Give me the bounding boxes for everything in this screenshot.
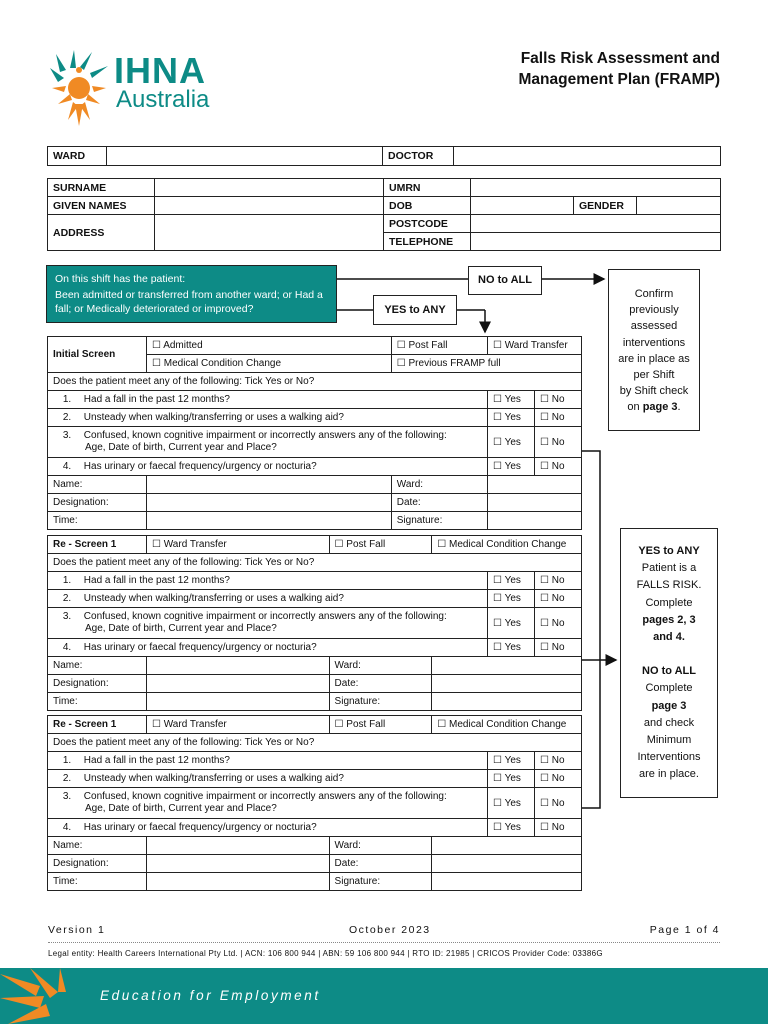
outcome-no-title: NO to ALL (642, 665, 696, 678)
doctor-field[interactable] (454, 147, 721, 166)
designation-field[interactable] (147, 494, 392, 512)
rescreen-table-b (47, 715, 582, 891)
date-field[interactable] (432, 855, 582, 873)
designation-label: Designation: (48, 494, 147, 512)
item-1: 1. Had a fall in the past 12 months? (48, 391, 488, 409)
item-4: 4. Has urinary or faecal frequency/urgency or nocturia? (48, 458, 488, 476)
name-field[interactable] (147, 837, 330, 855)
yes-checkbox[interactable]: ☐ Yes (488, 639, 535, 657)
item-2: 2. Unsteady when walking/transferring or uses a walking aid? (48, 770, 488, 788)
rescreen-label: Re - Screen 1 (48, 536, 147, 554)
signature-field[interactable] (432, 873, 582, 891)
ward-doctor-table (47, 146, 721, 166)
yes-checkbox[interactable]: ☐ Yes (488, 608, 535, 639)
no-checkbox[interactable]: ☐ No (535, 427, 582, 458)
confirm-line: are in place as (618, 352, 690, 365)
yes-checkbox[interactable]: ☐ Yes (488, 458, 535, 476)
surname-label: SURNAME (48, 179, 155, 197)
outcome-line: Complete (645, 596, 693, 609)
ward-label: Ward: (329, 657, 432, 675)
time-field[interactable] (147, 873, 330, 891)
item-3: 3. Confused, known cognitive impairment or incorrectly answers any of the following: Age, Date of birth, Current year and Place? (48, 427, 488, 458)
yes-checkbox[interactable]: ☐ Yes (488, 752, 535, 770)
date-label: Date: (391, 494, 487, 512)
title-line1: Falls Risk Assessment and (520, 50, 720, 67)
name-field[interactable] (147, 657, 330, 675)
rs-med-change-checkbox[interactable]: ☐ Medical Condition Change (432, 716, 582, 734)
gender-field[interactable] (637, 197, 721, 215)
outcome-pages: pages 2, 3 (642, 613, 696, 626)
outcome-line: and check (643, 716, 695, 729)
legal-text: Legal entity: Health Careers International Pty Ltd. | ACN: 106 800 944 | ABN: 59 106 800 944 | RTO ID: 21985 | CRICOS Provider Code: 03386G (48, 949, 603, 958)
date-label: Date: (329, 855, 432, 873)
confirm-page: page 3 (642, 401, 678, 414)
version-text: Version 1 (48, 924, 106, 936)
doctor-label: DOCTOR (383, 147, 454, 166)
item-1: 1. Had a fall in the past 12 months? (48, 572, 488, 590)
tagline: Education for Employment (100, 988, 321, 1003)
yes-checkbox[interactable]: ☐ Yes (488, 427, 535, 458)
name-label: Name: (48, 837, 147, 855)
umrn-label: UMRN (384, 179, 471, 197)
ward-field[interactable] (107, 147, 383, 166)
rescreen-table-a (47, 535, 582, 711)
yes-checkbox[interactable]: ☐ Yes (488, 590, 535, 608)
name-label: Name: (48, 657, 147, 675)
designation-field[interactable] (147, 855, 330, 873)
confirm-line: on page 3. (627, 401, 681, 414)
no-checkbox[interactable]: ☐ No (535, 590, 582, 608)
med-change-checkbox[interactable]: ☐ Medical Condition Change (147, 355, 392, 373)
time-label: Time: (48, 693, 147, 711)
yes-checkbox[interactable]: ☐ Yes (488, 572, 535, 590)
page-number: Page 1 of 4 (649, 924, 720, 936)
postcode-label: POSTCODE (384, 215, 471, 233)
dob-label: DOB (384, 197, 471, 215)
time-field[interactable] (147, 693, 330, 711)
rescreen-label: Re - Screen 1 (48, 716, 147, 734)
outcome-line: Patient is a (641, 562, 697, 575)
footer-date: October 2023 (349, 924, 431, 936)
dob-field[interactable] (471, 197, 574, 215)
prev-framp-checkbox[interactable]: ☐ Previous FRAMP full (391, 355, 581, 373)
confirm-line: per Shift (633, 369, 675, 382)
item-1: 1. Had a fall in the past 12 months? (48, 752, 488, 770)
designation-label: Designation: (48, 675, 147, 693)
rs-ward-transfer-checkbox[interactable]: ☐ Ward Transfer (147, 536, 330, 554)
no-checkbox[interactable]: ☐ No (535, 409, 582, 427)
outcome-line: Minimum (646, 734, 692, 747)
ward-field[interactable] (432, 657, 582, 675)
yes-checkbox[interactable]: ☐ Yes (488, 819, 535, 837)
time-field[interactable] (147, 512, 392, 530)
given-names-label: GIVEN NAMES (48, 197, 155, 215)
yes-to-any-label: YES to ANY (373, 295, 457, 325)
ward-label: WARD (48, 147, 107, 166)
ward-transfer-checkbox[interactable]: ☐ Ward Transfer (487, 337, 581, 355)
confirm-box (608, 269, 700, 431)
ihna-sun-icon (48, 48, 110, 128)
screen-question: Does the patient meet any of the following: Tick Yes or No? (48, 554, 582, 572)
time-label: Time: (48, 873, 147, 891)
ward-label: Ward: (329, 837, 432, 855)
date-field[interactable] (432, 675, 582, 693)
rs-med-change-checkbox[interactable]: ☐ Medical Condition Change (432, 536, 582, 554)
initial-screen-table (47, 336, 582, 530)
yes-checkbox[interactable]: ☐ Yes (488, 770, 535, 788)
designation-field[interactable] (147, 675, 330, 693)
ihna-rays-icon (0, 968, 90, 1024)
no-checkbox[interactable]: ☐ No (535, 819, 582, 837)
ward-field[interactable] (487, 476, 581, 494)
given-names-field[interactable] (155, 197, 384, 215)
signature-label: Signature: (329, 873, 432, 891)
yes-checkbox[interactable]: ☐ Yes (488, 788, 535, 819)
item-3: 3. Confused, known cognitive impairment or incorrectly answers any of the following: Age, Date of birth, Current year and Place? (48, 788, 488, 819)
outcome-line: Interventions (637, 751, 701, 764)
no-checkbox[interactable]: ☐ No (535, 608, 582, 639)
item-2: 2. Unsteady when walking/transferring or uses a walking aid? (48, 409, 488, 427)
rs-ward-transfer-checkbox[interactable]: ☐ Ward Transfer (147, 716, 330, 734)
ward-field[interactable] (432, 837, 582, 855)
item-2: 2. Unsteady when walking/transferring or uses a walking aid? (48, 590, 488, 608)
gender-label: GENDER (574, 197, 637, 215)
no-checkbox[interactable]: ☐ No (535, 770, 582, 788)
screen-question: Does the patient meet any of the following: Tick Yes or No? (48, 373, 582, 391)
post-fall-checkbox[interactable]: ☐ Post Fall (391, 337, 487, 355)
title-line2: Management Plan (FRAMP) (518, 71, 720, 88)
ward-label: Ward: (391, 476, 487, 494)
no-checkbox[interactable]: ☐ No (535, 788, 582, 819)
outcome-line: FALLS RISK. (636, 579, 702, 592)
no-checkbox[interactable]: ☐ No (535, 639, 582, 657)
surname-field[interactable] (155, 179, 384, 197)
shift-question-box (46, 265, 337, 323)
telephone-label: TELEPHONE (384, 233, 471, 251)
time-label: Time: (48, 512, 147, 530)
signature-label: Signature: (391, 512, 487, 530)
initial-screen-label: Initial Screen (48, 337, 147, 373)
postcode-field[interactable] (471, 215, 721, 233)
address-field[interactable] (155, 215, 384, 251)
admitted-checkbox[interactable]: ☐ Admitted (147, 337, 392, 355)
outcome-page: page 3 (651, 699, 687, 712)
rs-post-fall-checkbox[interactable]: ☐ Post Fall (329, 716, 432, 734)
page-title (518, 48, 720, 90)
screen-question: Does the patient meet any of the following: Tick Yes or No? (48, 734, 582, 752)
address-label: ADDRESS (48, 215, 155, 251)
date-label: Date: (329, 675, 432, 693)
outcome-line: Complete (645, 682, 693, 695)
shift-question: On this shift has the patient: (55, 273, 186, 285)
confirm-line: previously (629, 304, 679, 317)
no-checkbox[interactable]: ☐ No (535, 572, 582, 590)
no-to-all-label: NO to ALL (468, 266, 542, 295)
patient-details-table (47, 178, 721, 251)
item-4: 4. Has urinary or faecal frequency/urgency or nocturia? (48, 819, 488, 837)
no-checkbox[interactable]: ☐ No (535, 458, 582, 476)
outcome-box (620, 528, 718, 798)
yes-checkbox[interactable]: ☐ Yes (488, 409, 535, 427)
signature-field[interactable] (487, 512, 581, 530)
telephone-field[interactable] (471, 233, 721, 251)
shift-detail: Been admitted or transferred from another ward; or Had a fall; or Medically deteriorated or improved? (55, 289, 323, 315)
date-field[interactable] (487, 494, 581, 512)
yes-checkbox[interactable]: ☐ Yes (488, 391, 535, 409)
no-checkbox[interactable]: ☐ No (535, 391, 582, 409)
logo-name: IHNA (114, 50, 206, 91)
confirm-line: interventions (622, 336, 686, 349)
item-4: 4. Has urinary or faecal frequency/urgency or nocturia? (48, 639, 488, 657)
signature-field[interactable] (432, 693, 582, 711)
no-checkbox[interactable]: ☐ No (535, 752, 582, 770)
outcome-yes-title: YES to ANY (638, 545, 700, 557)
confirm-line: by Shift check (619, 385, 689, 398)
footer-band (0, 968, 768, 1024)
outcome-line: are in place. (639, 768, 699, 781)
footer-divider (48, 942, 720, 943)
name-label: Name: (48, 476, 147, 494)
item-3: 3. Confused, known cognitive impairment or incorrectly answers any of the following: Age, Date of birth, Current year and Place? (48, 608, 488, 639)
rs-post-fall-checkbox[interactable]: ☐ Post Fall (329, 536, 432, 554)
confirm-line: Confirm (634, 288, 674, 300)
designation-label: Designation: (48, 855, 147, 873)
name-field[interactable] (147, 476, 392, 494)
logo (48, 48, 228, 128)
confirm-line: assessed (630, 320, 678, 333)
umrn-field[interactable] (471, 179, 721, 197)
signature-label: Signature: (329, 693, 432, 711)
logo-region: Australia (116, 86, 210, 113)
outcome-pages: and 4. (653, 631, 685, 644)
